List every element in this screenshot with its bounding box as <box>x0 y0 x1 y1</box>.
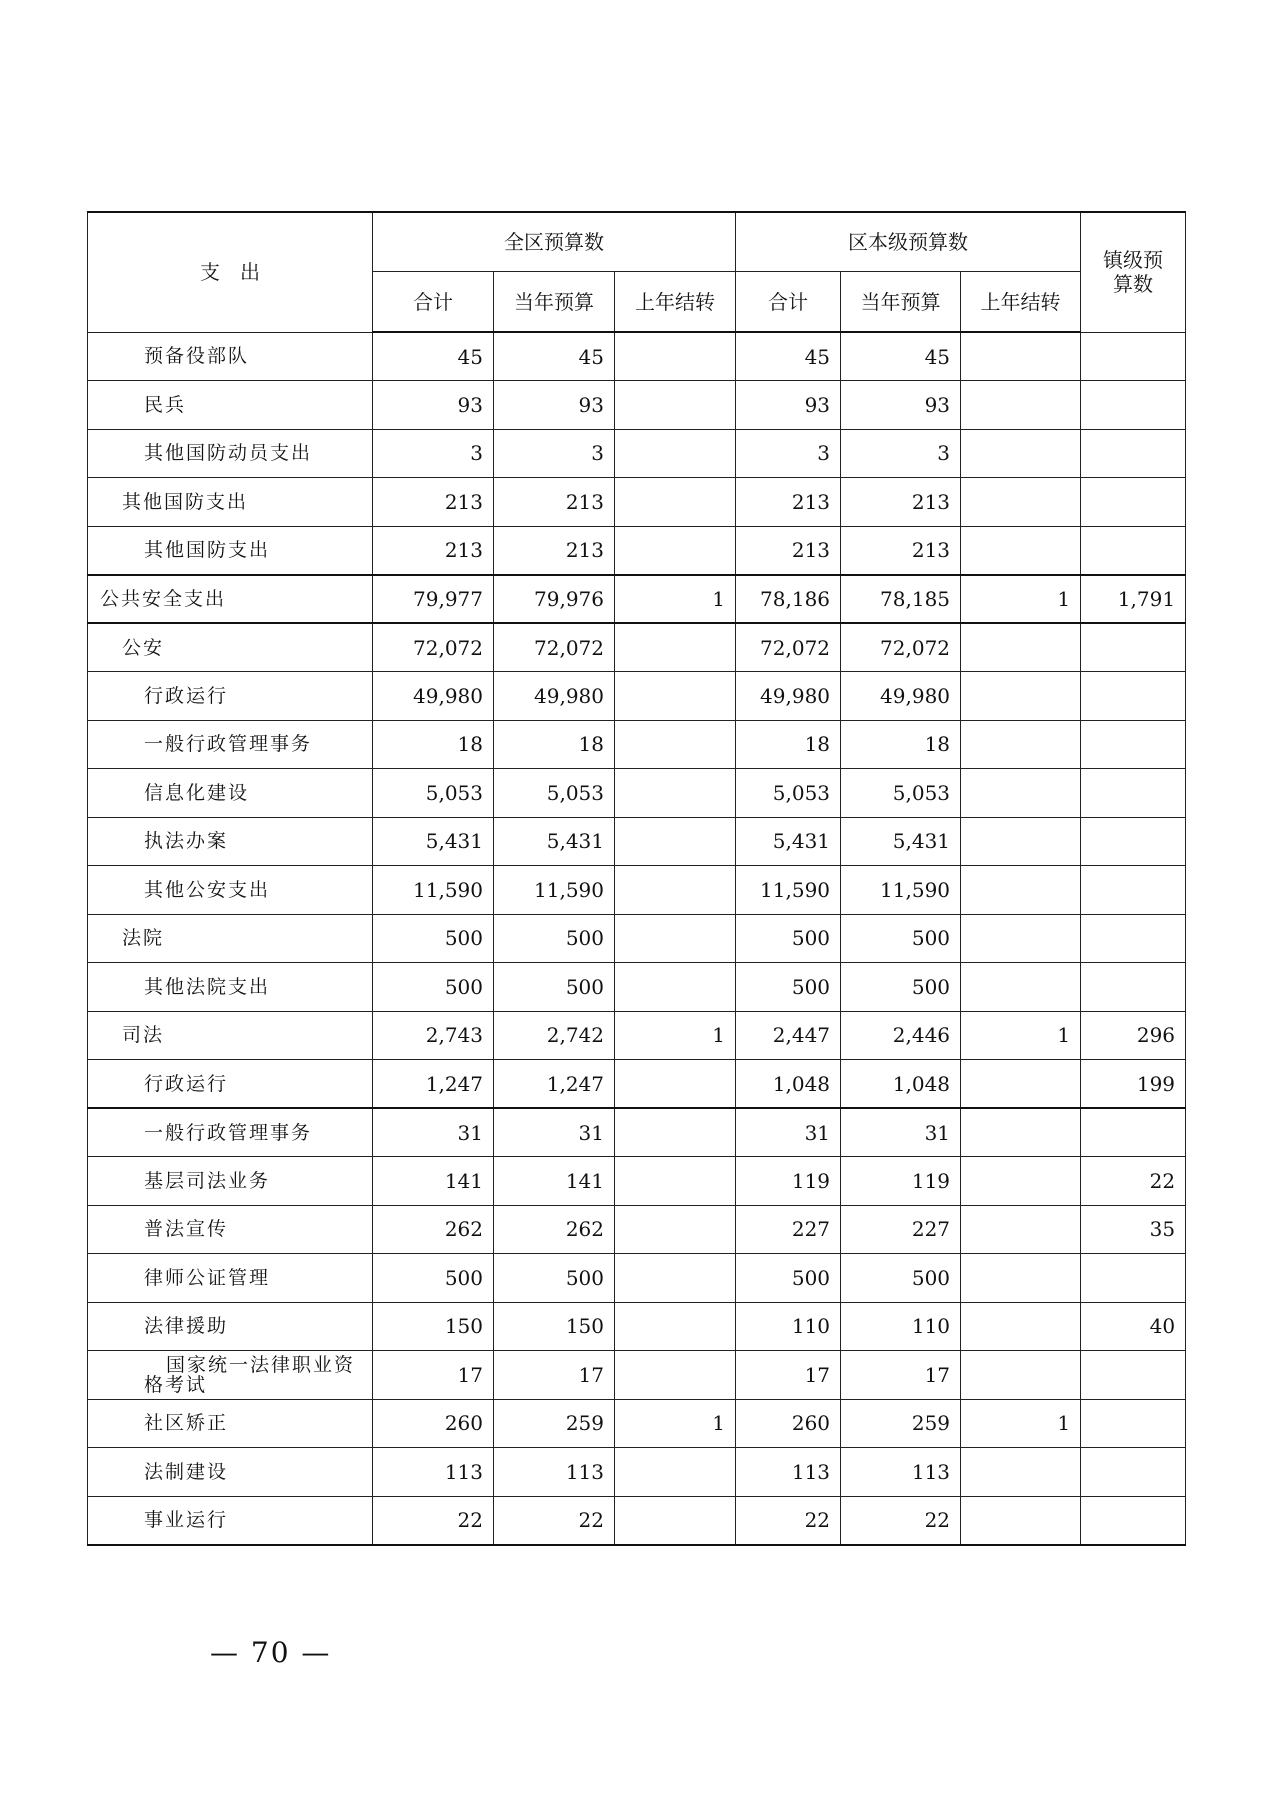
cell-value: 500 <box>373 963 494 1012</box>
cell-value <box>615 478 736 527</box>
cell-value: 500 <box>494 1254 615 1303</box>
cell-value: 3 <box>841 429 961 478</box>
cell-value: 1,247 <box>373 1060 494 1109</box>
cell-value: 213 <box>494 478 615 527</box>
cell-value: 31 <box>841 1108 961 1157</box>
cell-value: 93 <box>841 381 961 430</box>
row-label: 国家统一法律职业资格考试 <box>88 1351 373 1400</box>
header-col-carryover: 上年结转 <box>615 272 736 333</box>
cell-value <box>615 381 736 430</box>
cell-value: 500 <box>373 1254 494 1303</box>
header-expense: 支 出 <box>88 212 373 332</box>
cell-value <box>961 332 1081 381</box>
cell-value <box>1081 1399 1186 1448</box>
row-label: 司法 <box>88 1011 373 1060</box>
cell-value <box>1081 672 1186 721</box>
cell-value <box>961 672 1081 721</box>
cell-value <box>1081 1108 1186 1157</box>
table-row <box>88 1157 1186 1206</box>
header-col-current: 当年预算 <box>841 272 961 333</box>
table-row <box>88 672 1186 721</box>
cell-value: 5,053 <box>494 769 615 818</box>
row-label: 行政运行 <box>88 1060 373 1109</box>
cell-value <box>1081 1254 1186 1303</box>
cell-value <box>615 672 736 721</box>
cell-value: 72,072 <box>736 623 841 672</box>
row-label: 民兵 <box>88 381 373 430</box>
cell-value <box>961 381 1081 430</box>
cell-value: 1 <box>615 1011 736 1060</box>
cell-value: 5,053 <box>736 769 841 818</box>
cell-value <box>615 817 736 866</box>
cell-value: 79,977 <box>373 575 494 624</box>
cell-value <box>1081 526 1186 575</box>
cell-value <box>1081 429 1186 478</box>
cell-value <box>961 1157 1081 1206</box>
table-row <box>88 1011 1186 1060</box>
header-group-town: 镇级预 算数 <box>1081 212 1186 332</box>
cell-value <box>1081 914 1186 963</box>
cell-value <box>1081 1351 1186 1400</box>
table-row <box>88 526 1186 575</box>
cell-value <box>1081 769 1186 818</box>
cell-value: 3 <box>373 429 494 478</box>
cell-value: 2,446 <box>841 1011 961 1060</box>
cell-value: 113 <box>736 1448 841 1497</box>
cell-value: 500 <box>841 914 961 963</box>
cell-value: 11,590 <box>736 866 841 915</box>
cell-value: 49,980 <box>841 672 961 721</box>
cell-value: 113 <box>494 1448 615 1497</box>
cell-value <box>961 1496 1081 1545</box>
header-col-total: 合计 <box>736 272 841 333</box>
cell-value: 5,431 <box>494 817 615 866</box>
cell-value: 500 <box>736 1254 841 1303</box>
header-col-current: 当年预算 <box>494 272 615 333</box>
cell-value: 22 <box>494 1496 615 1545</box>
table-row <box>88 817 1186 866</box>
cell-value <box>615 526 736 575</box>
table-row <box>88 866 1186 915</box>
cell-value: 1,247 <box>494 1060 615 1109</box>
cell-value <box>1081 1448 1186 1497</box>
cell-value: 31 <box>736 1108 841 1157</box>
table-row <box>88 381 1186 430</box>
table-row <box>88 1399 1186 1448</box>
cell-value: 2,743 <box>373 1011 494 1060</box>
cell-value: 213 <box>736 526 841 575</box>
cell-value: 45 <box>373 332 494 381</box>
cell-value: 110 <box>736 1302 841 1351</box>
cell-value <box>961 1254 1081 1303</box>
cell-value: 45 <box>841 332 961 381</box>
row-label: 预备役部队 <box>88 332 373 381</box>
cell-value: 213 <box>736 478 841 527</box>
cell-value: 110 <box>841 1302 961 1351</box>
row-label: 事业运行 <box>88 1496 373 1545</box>
cell-value: 17 <box>841 1351 961 1400</box>
table-row <box>88 1496 1186 1545</box>
cell-value <box>615 1302 736 1351</box>
cell-value: 500 <box>494 963 615 1012</box>
cell-value: 500 <box>841 963 961 1012</box>
row-label: 普法宣传 <box>88 1205 373 1254</box>
cell-value <box>961 478 1081 527</box>
cell-value <box>1081 720 1186 769</box>
row-label: 一般行政管理事务 <box>88 1108 373 1157</box>
cell-value <box>961 866 1081 915</box>
cell-value: 3 <box>736 429 841 478</box>
row-label: 行政运行 <box>88 672 373 721</box>
cell-value: 5,053 <box>373 769 494 818</box>
row-label: 基层司法业务 <box>88 1157 373 1206</box>
row-label: 律师公证管理 <box>88 1254 373 1303</box>
table-row <box>88 720 1186 769</box>
cell-value: 22 <box>841 1496 961 1545</box>
cell-value: 227 <box>736 1205 841 1254</box>
cell-value: 259 <box>841 1399 961 1448</box>
cell-value: 213 <box>841 526 961 575</box>
cell-value: 500 <box>494 914 615 963</box>
cell-value <box>615 769 736 818</box>
table-body <box>88 332 1186 1545</box>
table-row <box>88 1108 1186 1157</box>
cell-value <box>615 914 736 963</box>
cell-value: 18 <box>373 720 494 769</box>
cell-value: 1 <box>961 575 1081 624</box>
cell-value <box>1081 817 1186 866</box>
cell-value <box>961 623 1081 672</box>
budget-table <box>87 211 1186 1546</box>
cell-value: 78,186 <box>736 575 841 624</box>
cell-value <box>961 1060 1081 1109</box>
table-row <box>88 1060 1186 1109</box>
cell-value: 1,791 <box>1081 575 1186 624</box>
cell-value: 213 <box>373 526 494 575</box>
cell-value <box>615 963 736 1012</box>
row-label: 一般行政管理事务 <box>88 720 373 769</box>
table-row <box>88 1205 1186 1254</box>
cell-value: 259 <box>494 1399 615 1448</box>
row-label: 法制建设 <box>88 1448 373 1497</box>
cell-value: 2,742 <box>494 1011 615 1060</box>
cell-value: 72,072 <box>841 623 961 672</box>
cell-value: 31 <box>494 1108 615 1157</box>
cell-value: 113 <box>373 1448 494 1497</box>
cell-value: 35 <box>1081 1205 1186 1254</box>
table-row <box>88 1448 1186 1497</box>
cell-value: 93 <box>373 381 494 430</box>
cell-value: 93 <box>494 381 615 430</box>
row-label: 其他公安支出 <box>88 866 373 915</box>
header-group-district-level: 区本级预算数 <box>736 212 1081 272</box>
cell-value <box>961 817 1081 866</box>
cell-value: 31 <box>373 1108 494 1157</box>
cell-value <box>615 1157 736 1206</box>
cell-value <box>961 1205 1081 1254</box>
table-row <box>88 963 1186 1012</box>
row-label: 其他国防支出 <box>88 478 373 527</box>
cell-value <box>961 914 1081 963</box>
table-row <box>88 914 1186 963</box>
cell-value <box>961 1448 1081 1497</box>
cell-value <box>615 720 736 769</box>
cell-value: 500 <box>373 914 494 963</box>
cell-value: 40 <box>1081 1302 1186 1351</box>
cell-value <box>615 1205 736 1254</box>
cell-value: 500 <box>841 1254 961 1303</box>
cell-value: 150 <box>373 1302 494 1351</box>
cell-value: 49,980 <box>736 672 841 721</box>
cell-value <box>961 1302 1081 1351</box>
header-col-total: 合计 <box>373 272 494 333</box>
cell-value <box>615 429 736 478</box>
cell-value: 22 <box>736 1496 841 1545</box>
cell-value: 1,048 <box>841 1060 961 1109</box>
cell-value <box>1081 381 1186 430</box>
table-row <box>88 478 1186 527</box>
cell-value: 262 <box>373 1205 494 1254</box>
cell-value: 260 <box>736 1399 841 1448</box>
cell-value <box>961 769 1081 818</box>
cell-value: 1 <box>961 1399 1081 1448</box>
cell-value <box>961 1108 1081 1157</box>
cell-value <box>615 1496 736 1545</box>
cell-value: 11,590 <box>494 866 615 915</box>
cell-value <box>961 963 1081 1012</box>
row-label: 法院 <box>88 914 373 963</box>
row-label: 信息化建设 <box>88 769 373 818</box>
header-group-district: 全区预算数 <box>373 212 736 272</box>
cell-value: 49,980 <box>494 672 615 721</box>
row-label: 其他国防动员支出 <box>88 429 373 478</box>
row-label: 其他国防支出 <box>88 526 373 575</box>
cell-value: 17 <box>494 1351 615 1400</box>
cell-value <box>615 1351 736 1400</box>
cell-value: 78,185 <box>841 575 961 624</box>
cell-value <box>961 720 1081 769</box>
cell-value <box>1081 623 1186 672</box>
cell-value: 262 <box>494 1205 615 1254</box>
table-row <box>88 623 1186 672</box>
cell-value: 45 <box>736 332 841 381</box>
cell-value: 18 <box>736 720 841 769</box>
cell-value <box>961 1351 1081 1400</box>
page-number: — 70 — <box>210 1636 332 1669</box>
cell-value: 141 <box>373 1157 494 1206</box>
table-row <box>88 1302 1186 1351</box>
cell-value: 5,431 <box>373 817 494 866</box>
cell-value: 213 <box>494 526 615 575</box>
cell-value: 150 <box>494 1302 615 1351</box>
cell-value: 5,431 <box>736 817 841 866</box>
cell-value: 213 <box>841 478 961 527</box>
cell-value: 199 <box>1081 1060 1186 1109</box>
cell-value <box>961 526 1081 575</box>
cell-value: 113 <box>841 1448 961 1497</box>
cell-value <box>961 429 1081 478</box>
cell-value <box>615 1254 736 1303</box>
cell-value: 296 <box>1081 1011 1186 1060</box>
cell-value: 79,976 <box>494 575 615 624</box>
cell-value <box>1081 963 1186 1012</box>
cell-value <box>1081 478 1186 527</box>
table-row <box>88 429 1186 478</box>
cell-value: 11,590 <box>373 866 494 915</box>
cell-value: 11,590 <box>841 866 961 915</box>
cell-value: 260 <box>373 1399 494 1448</box>
cell-value: 5,431 <box>841 817 961 866</box>
cell-value <box>1081 866 1186 915</box>
table-row <box>88 1254 1186 1303</box>
cell-value: 18 <box>494 720 615 769</box>
cell-value <box>615 623 736 672</box>
cell-value <box>615 1060 736 1109</box>
cell-value: 500 <box>736 914 841 963</box>
cell-value: 213 <box>373 478 494 527</box>
cell-value: 22 <box>373 1496 494 1545</box>
row-label: 社区矫正 <box>88 1399 373 1448</box>
cell-value: 18 <box>841 720 961 769</box>
table-row <box>88 575 1186 624</box>
cell-value <box>615 1448 736 1497</box>
cell-value: 119 <box>841 1157 961 1206</box>
cell-value: 119 <box>736 1157 841 1206</box>
table-header <box>88 212 1186 332</box>
table-row <box>88 769 1186 818</box>
cell-value: 3 <box>494 429 615 478</box>
cell-value <box>615 1108 736 1157</box>
cell-value: 93 <box>736 381 841 430</box>
cell-value: 141 <box>494 1157 615 1206</box>
row-label: 其他法院支出 <box>88 963 373 1012</box>
cell-value: 17 <box>736 1351 841 1400</box>
cell-value: 72,072 <box>373 623 494 672</box>
cell-value: 227 <box>841 1205 961 1254</box>
cell-value: 72,072 <box>494 623 615 672</box>
cell-value <box>615 332 736 381</box>
cell-value: 49,980 <box>373 672 494 721</box>
row-label: 执法办案 <box>88 817 373 866</box>
cell-value: 2,447 <box>736 1011 841 1060</box>
cell-value: 17 <box>373 1351 494 1400</box>
cell-value <box>615 866 736 915</box>
cell-value: 1 <box>615 1399 736 1448</box>
cell-value: 1,048 <box>736 1060 841 1109</box>
cell-value: 500 <box>736 963 841 1012</box>
table-row <box>88 1351 1186 1400</box>
cell-value <box>1081 332 1186 381</box>
cell-value: 5,053 <box>841 769 961 818</box>
cell-value: 1 <box>961 1011 1081 1060</box>
row-label: 公安 <box>88 623 373 672</box>
table-row <box>88 332 1186 381</box>
cell-value: 45 <box>494 332 615 381</box>
cell-value <box>1081 1496 1186 1545</box>
row-label: 法律援助 <box>88 1302 373 1351</box>
cell-value: 1 <box>615 575 736 624</box>
cell-value: 22 <box>1081 1157 1186 1206</box>
header-col-carryover: 上年结转 <box>961 272 1081 333</box>
row-label: 公共安全支出 <box>88 575 373 624</box>
